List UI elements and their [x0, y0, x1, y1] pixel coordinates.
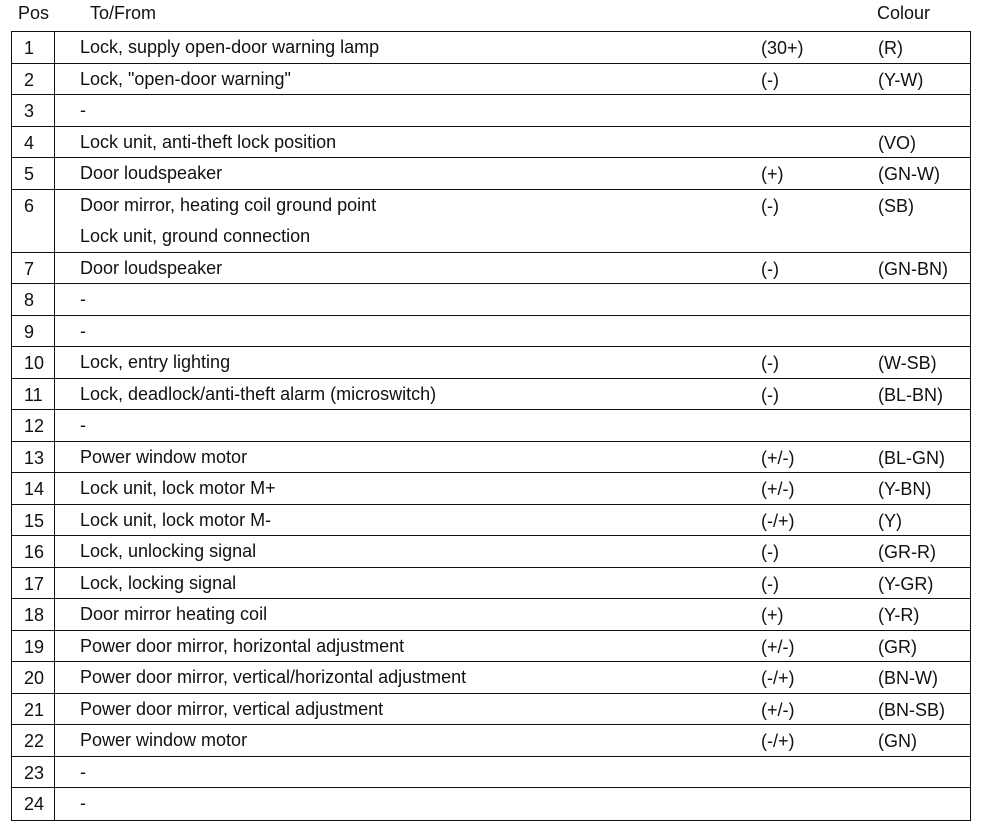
pos-cell — [12, 536, 55, 567]
polarity-cell: (-) — [761, 542, 779, 562]
polarity-cell: (-) — [761, 258, 779, 279]
header-pos: Pos — [18, 3, 50, 23]
colour-cell: (GN) — [878, 731, 917, 751]
pos-cell — [12, 442, 55, 473]
to-from-cell — [80, 316, 86, 347]
pos-number: 21 — [24, 699, 45, 720]
colour-cell: (Y-R) — [878, 605, 920, 625]
pos-cell — [12, 662, 55, 693]
to-from-text: Lock, unlocking signal — [80, 541, 257, 561]
pos-cell — [12, 284, 55, 315]
to-from-cell — [80, 757, 86, 788]
table-row — [12, 694, 970, 726]
to-from-cell — [80, 442, 247, 473]
pos-cell — [12, 410, 55, 441]
table-row — [12, 32, 970, 64]
to-from-cell — [80, 473, 276, 504]
pos-number: 6 — [24, 195, 35, 216]
table-row — [12, 568, 970, 600]
to-from-text: Lock unit, lock motor M+ — [80, 478, 276, 498]
to-from-text: Power door mirror, vertical adjustment — [80, 698, 384, 719]
table-row — [12, 410, 970, 442]
colour-cell: (BL-GN) — [878, 447, 945, 468]
to-from-cell — [80, 32, 379, 63]
pos-cell — [12, 694, 55, 725]
to-from-cell — [80, 599, 267, 630]
polarity-cell: (+/-) — [761, 636, 795, 657]
to-from-text: - — [80, 793, 86, 813]
pos-number: 23 — [24, 762, 45, 783]
to-from-text: - — [80, 761, 86, 782]
pos-cell — [12, 316, 55, 347]
pos-number: 12 — [24, 416, 45, 436]
colour-cell: (Y-GR) — [878, 573, 934, 594]
polarity-cell: (-/+) — [761, 731, 795, 751]
to-from-cell — [80, 64, 291, 95]
pos-cell — [12, 253, 55, 284]
polarity-cell: (+) — [761, 164, 784, 184]
pos-number: 17 — [24, 573, 45, 594]
colour-cell: (R) — [878, 38, 903, 58]
polarity-cell: (-) — [761, 353, 779, 373]
pos-cell — [12, 127, 55, 158]
table-row — [12, 158, 970, 190]
pos-cell — [12, 788, 55, 820]
to-from-text: Lock, locking signal — [80, 572, 237, 593]
pos-cell — [12, 568, 55, 599]
table-row — [12, 253, 970, 285]
pos-number: 22 — [24, 731, 45, 751]
table-row — [12, 757, 970, 789]
pos-number: 20 — [24, 668, 45, 688]
table-row — [12, 95, 970, 127]
to-from-text: Lock, supply open-door warning lamp — [80, 37, 380, 57]
pos-cell — [12, 64, 55, 95]
to-from-text: - — [80, 100, 86, 120]
pos-cell — [12, 505, 55, 536]
colour-cell: (Y) — [878, 510, 902, 531]
pos-number: 24 — [24, 794, 45, 814]
header-colour: Colour — [877, 3, 931, 23]
pos-number: 13 — [24, 447, 45, 468]
colour-cell: (SB) — [878, 195, 914, 216]
header-to-from: To/From — [90, 3, 157, 23]
colour-cell: (GR-R) — [878, 542, 936, 562]
to-from-cell — [80, 725, 247, 756]
polarity-cell: (-) — [761, 384, 779, 405]
table-row — [12, 725, 970, 757]
table-row — [12, 442, 970, 474]
pos-number: 2 — [24, 69, 35, 90]
pos-number: 10 — [24, 353, 45, 373]
pos-cell — [12, 631, 55, 662]
pos-cell — [12, 190, 55, 252]
to-from-cell — [80, 568, 236, 599]
table-row — [12, 536, 970, 568]
to-from-text: Power door mirror, horizontal adjustment — [80, 635, 405, 656]
pos-number: 1 — [24, 38, 35, 58]
polarity-cell: (-) — [761, 195, 779, 216]
to-from-text: Lock, entry lighting — [80, 352, 231, 372]
to-from-text: Door loudspeaker — [80, 257, 223, 278]
pos-cell — [12, 757, 55, 788]
to-from-text: Lock unit, ground connection — [80, 225, 311, 246]
to-from-cell — [80, 284, 86, 315]
table-row — [12, 127, 970, 159]
pos-cell — [12, 95, 55, 126]
to-from-cell — [80, 536, 256, 567]
pos-cell — [12, 379, 55, 410]
pos-number: 8 — [24, 290, 35, 310]
to-from-cell — [80, 347, 230, 378]
to-from-cell — [80, 410, 86, 441]
to-from-cell — [80, 158, 222, 189]
to-from-text: Door mirror heating coil — [80, 604, 268, 624]
to-from-cell — [80, 694, 383, 725]
to-from-text: Lock, deadlock/anti-theft alarm (microswitch) — [80, 383, 437, 404]
pos-number: 4 — [24, 132, 35, 153]
pos-number: 19 — [24, 636, 45, 657]
polarity-cell: (-) — [761, 69, 779, 90]
to-from-cell — [80, 379, 436, 410]
pos-cell — [12, 158, 55, 189]
pos-number: 18 — [24, 605, 45, 625]
colour-cell: (Y-BN) — [878, 479, 932, 499]
colour-cell: (W-SB) — [878, 353, 937, 373]
pos-cell — [12, 599, 55, 630]
table-row — [12, 190, 970, 253]
to-from-cell — [80, 662, 466, 693]
table-row — [12, 284, 970, 316]
colour-cell: (BL-BN) — [878, 384, 944, 405]
pos-cell — [12, 473, 55, 504]
to-from-cell — [80, 253, 222, 284]
polarity-cell: (+/-) — [761, 447, 795, 468]
to-from-cell — [80, 631, 404, 662]
pos-cell — [12, 725, 55, 756]
pos-number: 5 — [24, 164, 35, 184]
colour-cell: (BN-SB) — [878, 699, 945, 720]
polarity-cell: (+/-) — [761, 479, 795, 499]
table-row — [12, 64, 970, 96]
to-from-cell — [80, 788, 86, 819]
connector-pin-table — [11, 31, 971, 821]
polarity-cell: (-/+) — [761, 668, 795, 688]
polarity-cell: (-) — [761, 573, 779, 594]
pos-cell — [12, 347, 55, 378]
to-from-text: Lock unit, anti-theft lock position — [80, 131, 337, 152]
table-row — [12, 473, 970, 505]
to-from-text: - — [80, 289, 86, 309]
colour-cell: (BN-W) — [878, 668, 938, 688]
pos-number: 11 — [24, 384, 43, 405]
to-from-cell — [80, 505, 271, 536]
colour-cell: (VO) — [878, 132, 916, 153]
pos-number: 9 — [24, 321, 35, 342]
to-from-text: Power window motor — [80, 446, 248, 467]
pos-number: 3 — [24, 101, 35, 121]
polarity-cell: (-/+) — [761, 510, 795, 531]
table-row — [12, 316, 970, 348]
table-row — [12, 379, 970, 411]
to-from-text: Power window motor — [80, 730, 248, 750]
table-row — [12, 347, 970, 379]
colour-cell: (GN-W) — [878, 164, 940, 184]
polarity-cell: (30+) — [761, 38, 804, 58]
table-row — [12, 505, 970, 537]
to-from-text: Door mirror, heating coil ground point — [80, 194, 377, 215]
to-from-text: Lock, "open-door warning" — [80, 68, 291, 89]
to-from-cell — [80, 190, 376, 252]
pos-number: 14 — [24, 479, 45, 499]
pos-number: 15 — [24, 510, 45, 531]
to-from-text: - — [80, 320, 86, 341]
table-row — [12, 599, 970, 631]
to-from-text: Power door mirror, vertical/horizontal adjustment — [80, 667, 467, 687]
colour-cell: (GN-BN) — [878, 258, 948, 279]
pos-cell — [12, 32, 55, 63]
pos-number: 7 — [24, 258, 35, 279]
table-row — [12, 662, 970, 694]
colour-cell: (Y-W) — [878, 69, 924, 90]
table-row — [12, 631, 970, 663]
colour-cell: (GR) — [878, 636, 917, 657]
to-from-cell — [80, 95, 86, 126]
to-from-text: Lock unit, lock motor M- — [80, 509, 272, 530]
pos-number: 16 — [24, 542, 45, 562]
to-from-cell — [80, 127, 336, 158]
polarity-cell: (+) — [761, 605, 784, 625]
to-from-text: Door loudspeaker — [80, 163, 223, 183]
table-row — [12, 788, 970, 820]
to-from-text: - — [80, 415, 86, 435]
polarity-cell: (+/-) — [761, 699, 795, 720]
